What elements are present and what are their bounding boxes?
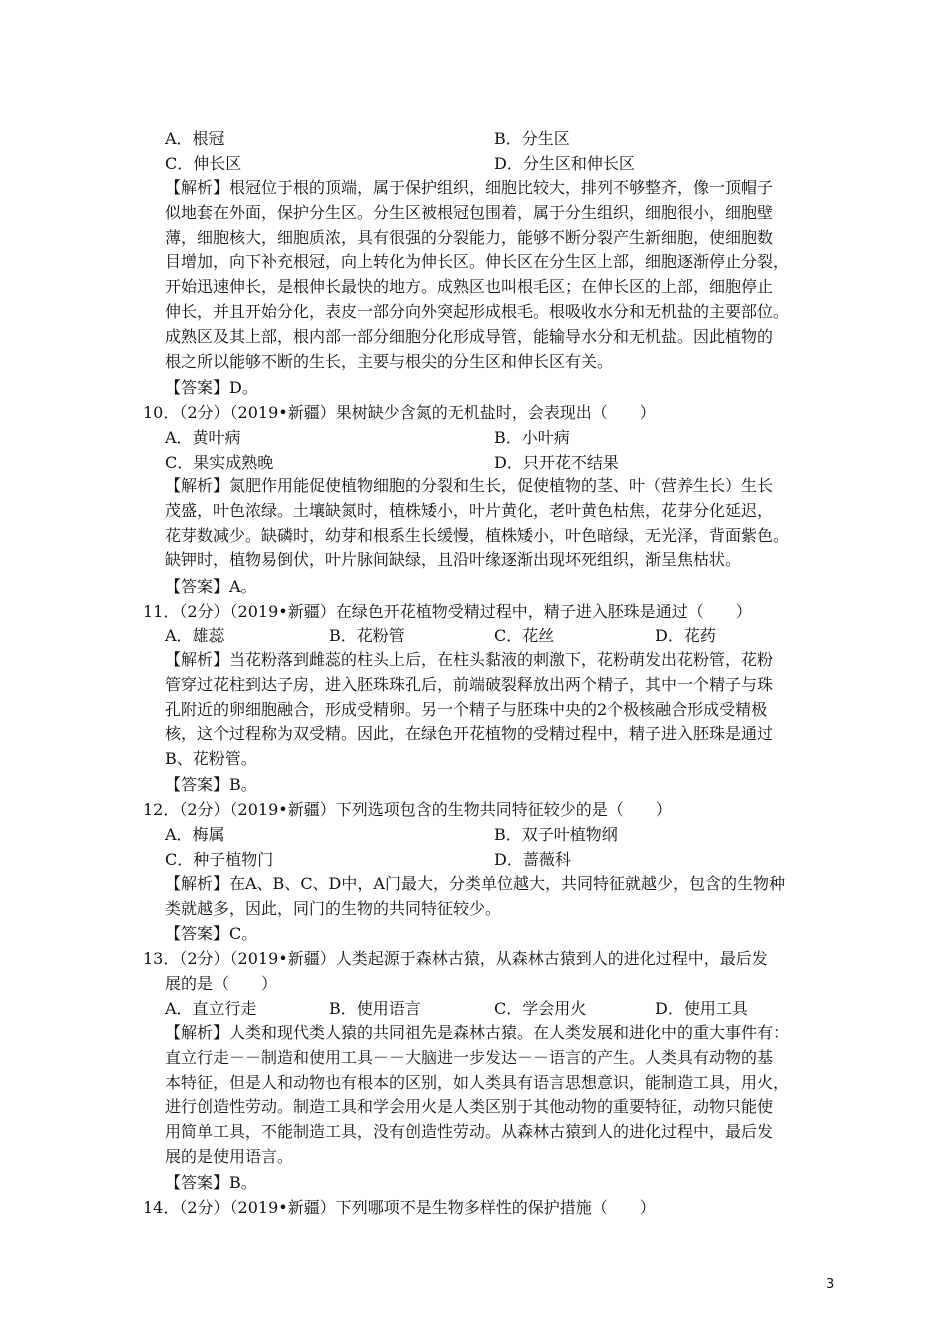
q12-analysis-line: 类就越多，因此，同门的生物的共同特征较少。 bbox=[165, 898, 502, 918]
q12-analysis bbox=[165, 872, 785, 922]
q13-analysis-line: 进行创造性劳动。制造工具和学会用火是人类区别于其他动物的重要特征，动物只能使 bbox=[165, 1097, 774, 1117]
q10-option-b: B．小叶病 bbox=[494, 428, 570, 447]
q9-option-b: B．分生区 bbox=[494, 129, 570, 148]
q9-answer: 【答案】D。 bbox=[165, 378, 258, 397]
q10-analysis-line: 缺钾时，植物易倒伏，叶片脉间缺绿，且沿叶缘逐渐出现坏死组织，渐呈焦枯状。 bbox=[165, 550, 742, 570]
q12-option-a: A．梅属 bbox=[165, 825, 225, 844]
q11-analysis-line: B、花粉管。 bbox=[165, 749, 257, 769]
q13-option-c: C．学会用火 bbox=[494, 999, 587, 1018]
q10-analysis-line: 【解析】氮肥作用能促使植物细胞的分裂和生长，促使植物的茎、叶（营养生长）生长 bbox=[165, 476, 774, 495]
q13-option-b: B．使用语言 bbox=[329, 999, 421, 1018]
q9-analysis-line: 根之所以能够不断的生长，主要与根尖的分生区和伸长区有关。 bbox=[165, 351, 614, 371]
q11-option-a: A．雄蕊 bbox=[165, 626, 225, 645]
q9-analysis-line: 成熟区及其上部，根内部一部分细胞分化形成导管，能输导水分和无机盐。因此植物的 bbox=[165, 326, 774, 346]
q13-analysis-line: 直立行走－－制造和使用工具－－大脑进一步发达－－语言的产生。人类具有动物的基 bbox=[165, 1047, 774, 1067]
q11-analysis-line: 管穿过花柱到达子房，进入胚珠珠孔后，前端破裂释放出两个精子，其中一个精子与珠 bbox=[165, 674, 774, 694]
q12-option-b: B．双子叶植物纲 bbox=[494, 825, 618, 844]
q13-option-a: A．直立行走 bbox=[165, 999, 257, 1018]
q9-analysis bbox=[165, 176, 789, 374]
q11-analysis-line: 孔附近的卵细胞融合，形成受精卵。另一个精子与胚珠中央的2个极核融合形成受精极 bbox=[165, 699, 768, 719]
q11-option-b: B．花粉管 bbox=[329, 626, 405, 645]
q10-analysis-line: 茂盛，叶色浓绿。土壤缺氮时，植株矮小，叶片黄化，老叶黄色枯焦，花芽分化延迟， bbox=[165, 500, 774, 520]
q9-option-a: A．根冠 bbox=[165, 129, 225, 148]
q12-answer: 【答案】C。 bbox=[165, 924, 258, 943]
q9-option-c: C．伸长区 bbox=[165, 154, 242, 173]
q10-analysis bbox=[165, 474, 789, 573]
q9-analysis-line: 【解析】根冠位于根的顶端，属于保护组织，细胞比较大，排列不够整齐，像一顶帽子 bbox=[165, 178, 774, 197]
q13-stem-line-1: 13．（2分）（2019•新疆）人类起源于森林古猿，从森林古猿到人的进化过程中，最后发 bbox=[143, 949, 768, 968]
q10-option-c: C．果实成熟晚 bbox=[165, 453, 274, 472]
q13-analysis-line: 用简单工具，不能制造工具，没有创造性劳动。从森林古猿到人的进化过程中，最后发 bbox=[165, 1122, 774, 1142]
q11-answer: 【答案】B。 bbox=[165, 775, 257, 794]
q13-analysis bbox=[165, 1021, 789, 1170]
q12-stem: 12．（2分）（2019•新疆）下列选项包含的生物共同特征较少的是（ ） bbox=[143, 800, 672, 819]
q9-analysis-line: 伸长，并且开始分化，表皮一部分向外突起形成根毛。根吸收水分和无机盐的主要部位。 bbox=[165, 301, 790, 321]
q13-analysis-line: 本特征，但是人和动物也有根本的区别，如人类具有语言思想意识，能制造工具，用火， bbox=[165, 1072, 790, 1092]
q12-analysis-line: 【解析】在A、B、C、D中，A门最大，分类单位越大，共同特征就越少，包含的生物种 bbox=[165, 874, 785, 893]
q10-analysis-line: 花芽数减少。缺磷时，幼芽和根系生长缓慢，植株矮小，叶色暗绿，无光泽，背面紫色。 bbox=[165, 525, 790, 545]
q9-analysis-line: 薄，细胞核大，细胞质浓，具有很强的分裂能力，能够不断分裂产生新细胞，使细胞数 bbox=[165, 227, 774, 247]
q9-analysis-line: 似地套在外面，保护分生区。分生区被根冠包围着，属于分生组织，细胞很小，细胞壁 bbox=[165, 202, 774, 222]
q11-stem: 11．（2分）（2019•新疆）在绿色开花植物受精过程中，精子进入胚珠是通过（ ） bbox=[143, 602, 752, 621]
q13-analysis-line: 展的是使用语言。 bbox=[165, 1146, 294, 1166]
q10-option-a: A．黄叶病 bbox=[165, 428, 241, 447]
q9-analysis-line: 目增加，向下补充根冠，向上转化为伸长区。伸长区在分生区上部，细胞逐渐停止分裂， bbox=[165, 252, 790, 272]
q11-analysis bbox=[165, 648, 773, 772]
page-number: 3 bbox=[826, 1277, 835, 1292]
q10-answer: 【答案】A。 bbox=[165, 577, 257, 596]
q13-option-d: D．使用工具 bbox=[655, 999, 748, 1018]
q11-analysis-line: 【解析】当花粉落到雌蕊的柱头上后，在柱头黏液的刺激下，花粉萌发出花粉管，花粉 bbox=[165, 650, 774, 669]
q12-option-d: D．蔷薇科 bbox=[494, 850, 571, 869]
q12-option-c: C．种子植物门 bbox=[165, 850, 274, 869]
q11-analysis-line: 核，这个过程称为双受精。因此，在绿色开花植物的受精过程中，精子进入胚珠是通过 bbox=[165, 724, 774, 744]
q11-option-d: D．花药 bbox=[655, 626, 716, 645]
q10-stem: 10．（2分）（2019•新疆）果树缺少含氮的无机盐时，会表现出（ ） bbox=[143, 403, 656, 422]
q13-answer: 【答案】B。 bbox=[165, 1173, 257, 1192]
q13-stem-line-2: 展的是（ ） bbox=[165, 974, 278, 993]
q14-stem: 14．（2分）（2019•新疆）下列哪项不是生物多样性的保护措施（ ） bbox=[143, 1198, 656, 1217]
q11-option-c: C．花丝 bbox=[494, 626, 555, 645]
q9-option-d: D．分生区和伸长区 bbox=[494, 154, 635, 173]
q10-option-d: D．只开花不结果 bbox=[494, 453, 619, 472]
q13-analysis-line: 【解析】人类和现代类人猿的共同祖先是森林古猿。在人类发展和进化中的重大事件有： bbox=[165, 1023, 790, 1042]
q9-analysis-line: 开始迅速伸长，是根伸长最快的地方。成熟区也叫根毛区；在伸长区的上部，细胞停止 bbox=[165, 277, 774, 297]
